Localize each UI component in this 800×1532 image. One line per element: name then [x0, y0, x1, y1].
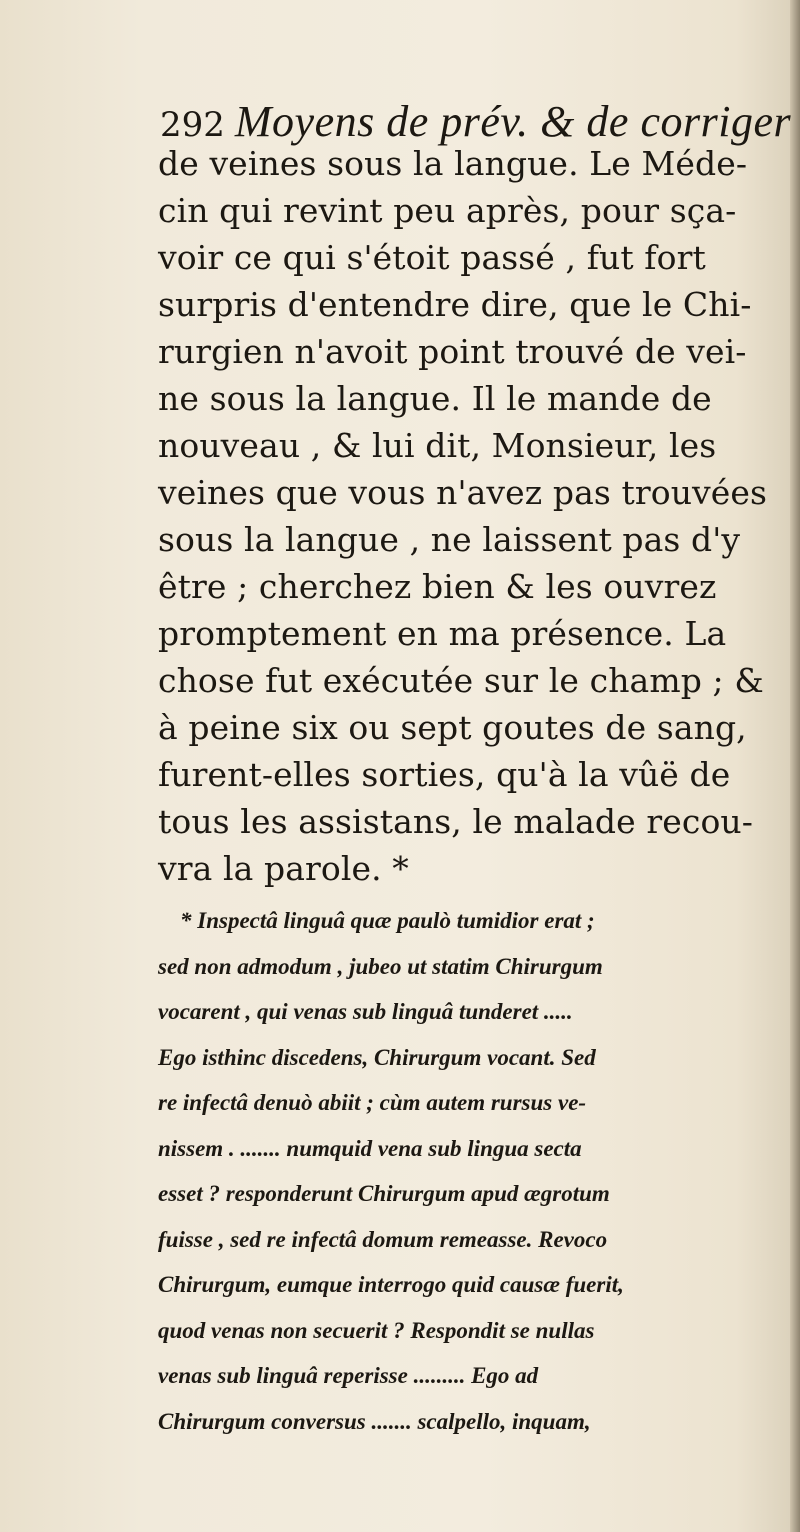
body-text [158, 140, 800, 892]
footnote [158, 898, 800, 1444]
body-line: cin qui revint peu après, pour sça- [158, 191, 737, 230]
footnote-line: venas sub linguâ reperisse ......... Ego ad [158, 1363, 539, 1388]
footnote-line: vocarent , qui venas sub linguâ tunderet ..... [158, 999, 573, 1024]
body-line: chose fut exécutée sur le champ ; & [158, 661, 764, 700]
body-line: surpris d'entendre dire, que le Chi- [158, 285, 752, 324]
running-title: Moyens de prév. & de corriger [234, 97, 792, 146]
body-line: sous la langue , ne laissent pas d'y [158, 520, 741, 559]
body-line: voir ce qui s'étoit passé , fut fort [158, 238, 706, 277]
footnote-line: esset ? responderunt Chirurgum apud ægrotum [158, 1181, 610, 1206]
body-line: tous les assistans, le malade recou- [158, 802, 754, 841]
body-line: rurgien n'avoit point trouvé de vei- [158, 332, 747, 371]
body-line: veines que vous n'avez pas trouvées [158, 473, 768, 512]
body-line: être ; cherchez bien & les ouvrez [158, 567, 717, 606]
body-line: ne sous la langue. Il le mande de [158, 379, 712, 418]
footnote-line: fuisse , sed re infectâ domum remeasse. Revoco [158, 1226, 608, 1252]
body-line: vra la parole. * [158, 849, 409, 888]
footnote-line: Chirurgum conversus ....... scalpello, inquam, [158, 1408, 591, 1434]
footnote-line: * Inspectâ linguâ quæ paulò tumidior erat ; [180, 908, 595, 933]
footnote-line: Chirurgum, eumque interrogo quid causæ fuerit, [158, 1272, 624, 1297]
body-line: nouveau , & lui dit, Monsieur, les [158, 426, 717, 465]
body-line: de veines sous la langue. Le Méde- [158, 144, 748, 183]
footnote-line: nissem . ....... numquid vena sub lingua secta [158, 1135, 582, 1161]
body-line: à peine six ou sept goutes de sang, [158, 708, 747, 747]
footnote-line: sed non admodum , jubeo ut statim Chirurgum [158, 953, 603, 979]
footnote-line: quod venas non secuerit ? Respondit se nullas [158, 1317, 595, 1343]
body-line: promptement en ma présence. La [158, 614, 727, 653]
page-number: 292 [160, 105, 225, 145]
footnote-line: Ego isthinc discedens, Chirurgum vocant. Sed [158, 1044, 596, 1070]
body-line: furent-elles sorties, qu'à la vûë de [158, 755, 731, 794]
footnote-line: re infectâ denuò abiit ; cùm autem rursus ve- [158, 1090, 587, 1115]
